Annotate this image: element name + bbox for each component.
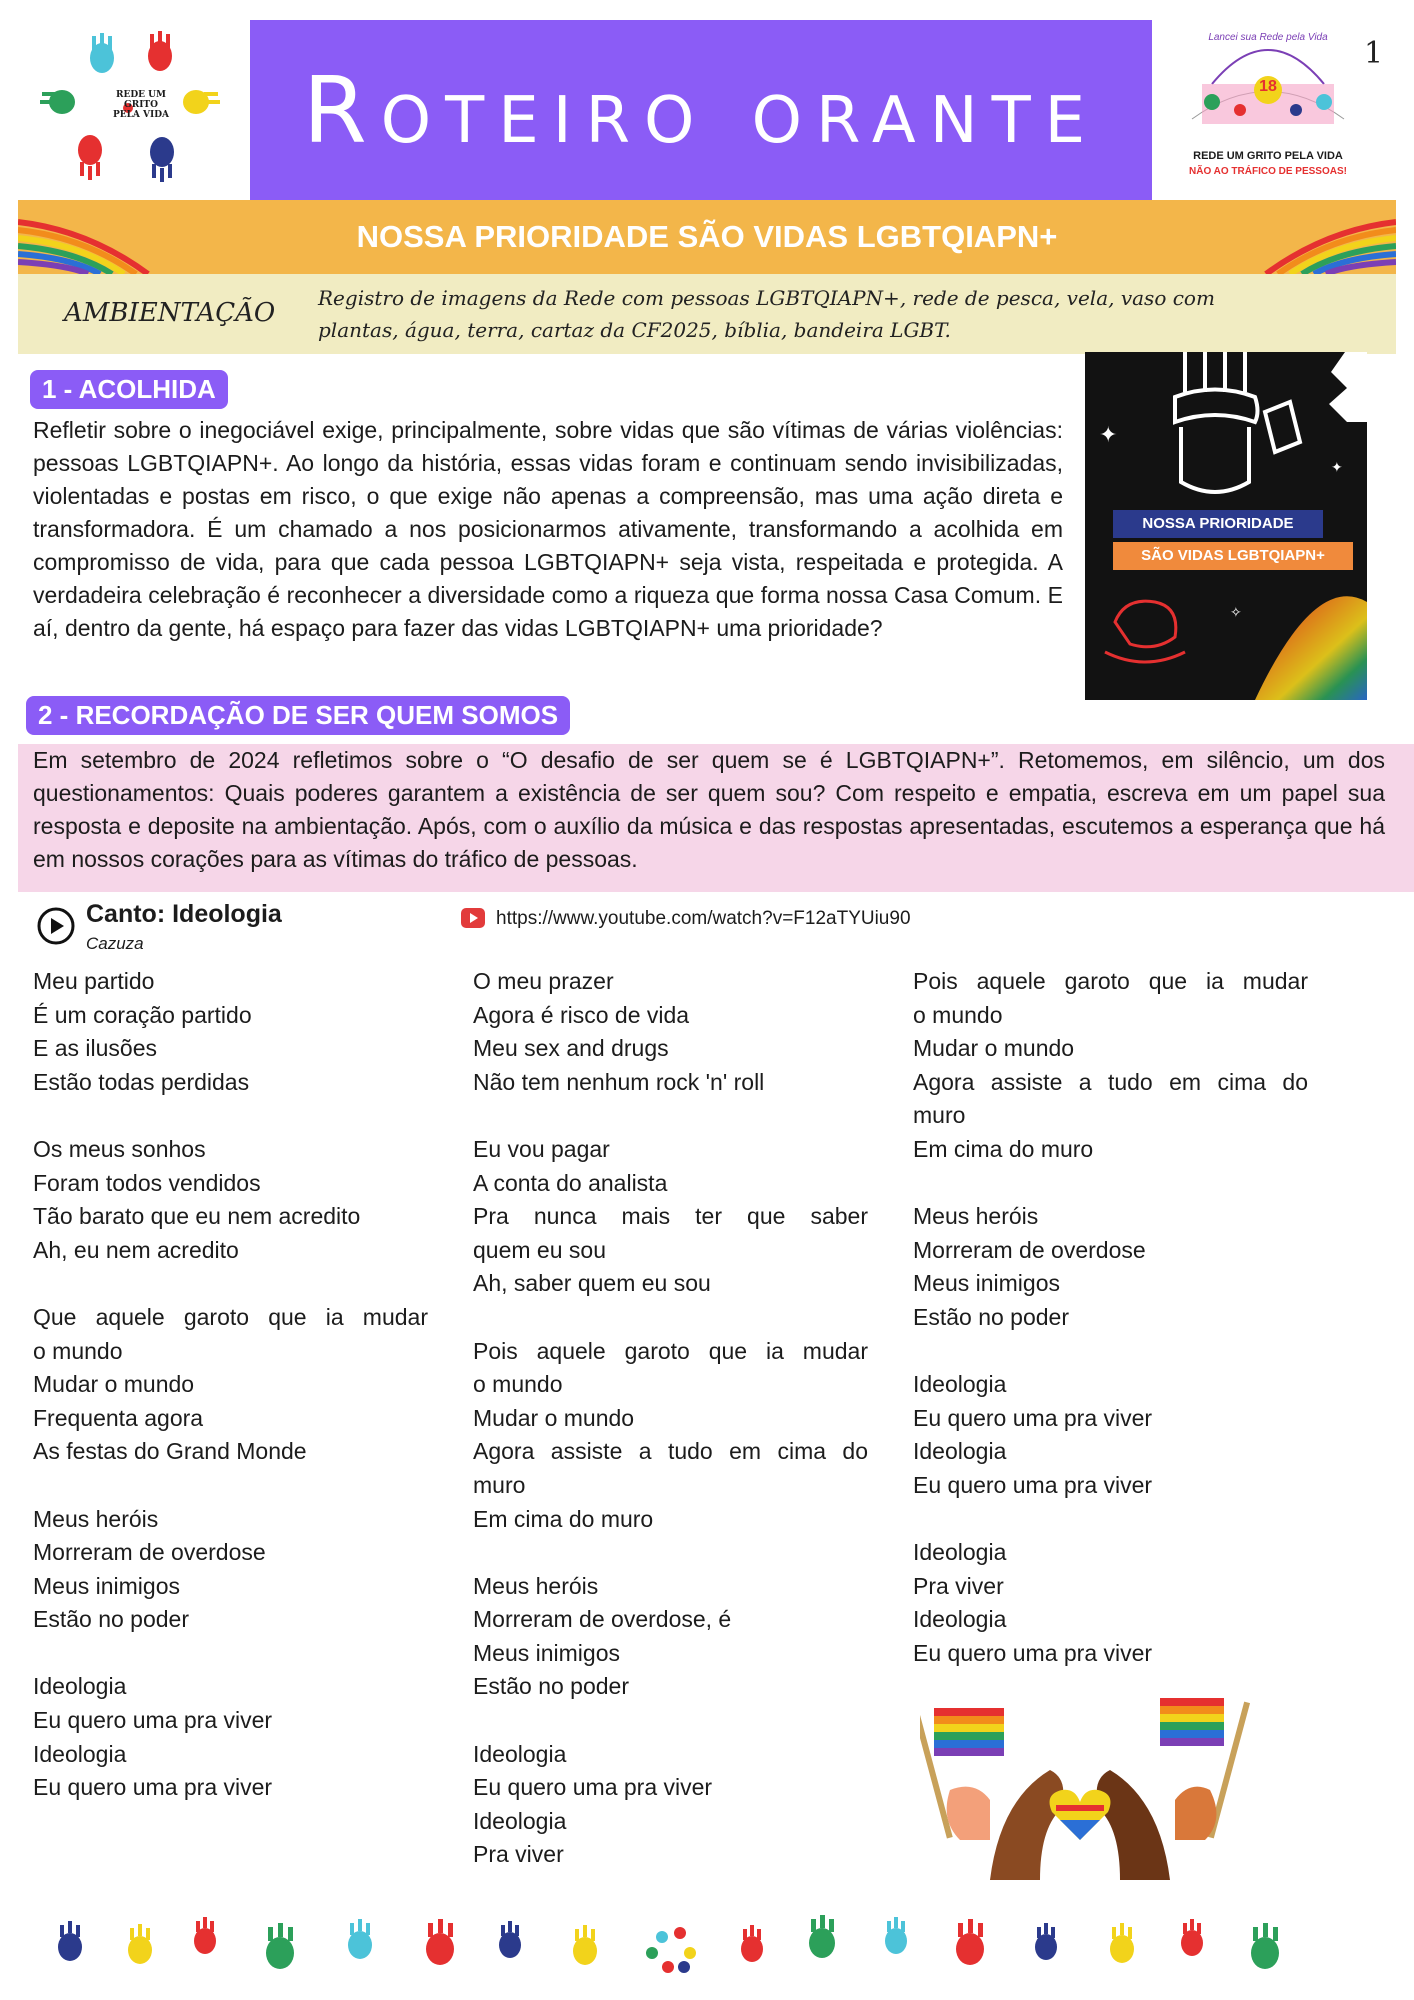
hand-print-icon	[809, 1915, 835, 1958]
heart-icon	[1050, 1790, 1111, 1840]
lyric-line: Meus heróis	[473, 1572, 599, 1599]
lyric-line: Agora assiste a tudo em cima do	[913, 1068, 1308, 1095]
lyric-line: o mundo	[913, 1001, 1003, 1028]
stanza-gap	[473, 1536, 868, 1570]
ambientacao-text: Registro de imagens da Rede com pessoas LGBTQIAPN+, rede de pesca, vela, vaso com plantas, água, terra, cartaz da CF2025, bíblia, bandeira LGBT.	[318, 286, 1215, 342]
lyric-line: Estão no poder	[913, 1303, 1070, 1330]
stanza-gap	[913, 1503, 1308, 1537]
stanza-gap	[913, 1167, 1308, 1201]
hand-print-icon	[40, 90, 75, 114]
hand-print-icon	[266, 1923, 294, 1969]
footer-hands-row	[40, 1905, 1380, 1985]
lyric-line: Os meus sonhos	[33, 1135, 206, 1162]
lyric-line: É um coração partido	[33, 1001, 252, 1028]
svg-text:✦: ✦	[1099, 422, 1118, 447]
song-artist: Cazuza	[86, 934, 144, 953]
right-logo-arc-text: Lancei sua Rede pela Vida	[1208, 32, 1328, 43]
hand-print-icon	[183, 90, 220, 114]
stanza-gap	[33, 1469, 428, 1503]
lyric-line: Eu quero uma pra viver	[913, 1404, 1153, 1431]
lyric-line: Estão no poder	[473, 1673, 630, 1700]
lyrics-column-3	[913, 965, 1308, 1670]
hand-print-icon	[885, 1917, 907, 1954]
feature-line2: SÃO VIDAS LGBTQIAPN+	[1113, 542, 1353, 570]
youtube-icon	[461, 908, 485, 928]
lyric-line: Eu quero uma pra viver	[473, 1774, 713, 1801]
hand-print-icon	[1181, 1919, 1203, 1956]
lyric-line: Meus heróis	[913, 1203, 1039, 1230]
recordacao-text: Em setembro de 2024 refletimos sobre o “O desafio de ser quem se é LGBTQIAPN+”. Retomemos, em silêncio, um dos questionamentos: Quais poderes garantem a existência de ser quem sou? Com respeito e empatia, escreva em um papel sua resposta e deposite na ambientação. Após, com o auxílio da música e das respostas apresentadas, escutemos a esperança que há em nossos corações para as vítimas do tráfico de pessoas.	[33, 747, 1385, 872]
tied-hands-icon	[1175, 352, 1300, 492]
lyric-line: Meus heróis	[33, 1505, 159, 1532]
right-logo-line2: NÃO AO TRÁFICO DE PESSOAS!	[1189, 166, 1347, 177]
lyric-line: Meu partido	[33, 968, 155, 994]
stanza-gap	[473, 1704, 868, 1738]
lyric-line: Eu quero uma pra viver	[913, 1471, 1153, 1498]
lyric-line: Pra viver	[473, 1841, 564, 1868]
lyric-line: Que aquele garoto que ia mudar	[33, 1303, 428, 1330]
ambientacao-label: AMBIENTAÇÃO	[64, 298, 276, 328]
lyric-line: Não tem nenhum rock 'n' roll	[473, 1068, 765, 1095]
lyric-line: Agora assiste a tudo em cima do	[473, 1438, 868, 1465]
lyric-line: A conta do analista	[473, 1169, 668, 1196]
lyric-line: As festas do Grand Monde	[33, 1438, 307, 1465]
lyric-line: Ah, saber quem eu sou	[473, 1270, 711, 1297]
hand-print-icon	[1110, 1923, 1134, 1963]
lyric-line: Ideologia	[913, 1539, 1007, 1566]
ambientacao-section	[18, 274, 1396, 354]
lyric-line: Ah, eu nem acredito	[33, 1236, 239, 1263]
right-logo	[1182, 24, 1354, 192]
stanza-gap	[33, 1267, 428, 1301]
play-icon[interactable]	[36, 906, 76, 951]
lyric-line: Meu sex and drugs	[473, 1035, 669, 1062]
hand-print-icon	[348, 1919, 372, 1959]
hand-print-icon	[1035, 1923, 1057, 1960]
lyric-line: Ideologia	[33, 1673, 127, 1700]
right-logo-number: 18	[1259, 78, 1277, 95]
page-number: 1	[1364, 36, 1384, 71]
stanza-gap	[33, 1637, 428, 1671]
lyric-line: Morreram de overdose	[913, 1236, 1146, 1263]
hand-print-icon	[426, 1919, 454, 1965]
lyric-line: Ideologia	[913, 1606, 1007, 1633]
raised-fist-icon	[1105, 601, 1185, 662]
hand-print-icon	[956, 1919, 984, 1965]
youtube-link[interactable]: https://www.youtube.com/watch?v=F12aTYUiu90	[496, 908, 911, 929]
lyric-line: Ideologia	[913, 1438, 1007, 1465]
lyric-line: quem eu sou	[473, 1236, 606, 1263]
lyric-line: muro	[913, 1102, 966, 1129]
lyric-line: Ideologia	[913, 1371, 1007, 1398]
lyric-line: Em cima do muro	[473, 1505, 654, 1532]
acolhida-heading: 1 - ACOLHIDA	[30, 370, 228, 409]
stanza-gap	[473, 1301, 868, 1335]
lyric-line: Mudar o mundo	[913, 1035, 1075, 1062]
lyric-line: Eu quero uma pra viver	[33, 1707, 273, 1734]
lyric-line: Eu vou pagar	[473, 1135, 610, 1162]
hand-print-icon	[90, 33, 114, 73]
hands-heart-illustration	[920, 1690, 1250, 1880]
hand-print-icon	[78, 135, 102, 180]
lyric-line: Ideologia	[473, 1740, 567, 1767]
lyric-line: Meus inimigos	[473, 1639, 620, 1666]
lyric-line: Eu quero uma pra viver	[913, 1639, 1153, 1666]
lyric-line: Foram todos vendidos	[33, 1169, 261, 1196]
stanza-gap	[913, 1335, 1308, 1369]
lyric-line: Pra viver	[913, 1572, 1004, 1599]
footer-logo	[646, 1927, 696, 1973]
banner-title: NOSSA PRIORIDADE SÃO VIDAS LGBTQIAPN+	[356, 219, 1058, 254]
svg-text:✧: ✧	[1230, 604, 1242, 620]
hand-print-icon	[58, 1921, 82, 1961]
lyric-line: Ideologia	[33, 1740, 127, 1767]
lyric-line: Estão todas perdidas	[33, 1068, 250, 1095]
lyric-line: Ideologia	[473, 1807, 567, 1834]
left-logo	[40, 30, 220, 190]
right-logo-line1: REDE UM GRITO PELA VIDA	[1193, 150, 1343, 162]
hand-print-icon	[499, 1921, 521, 1958]
hand-print-icon	[741, 1925, 763, 1962]
lyric-line: o mundo	[473, 1371, 563, 1398]
hand-print-icon	[150, 137, 174, 182]
lyric-line: Pois aquele garoto que ia mudar	[473, 1337, 868, 1364]
recordacao-heading: 2 - RECORDAÇÃO DE SER QUEM SOMOS	[26, 696, 570, 735]
theme-banner	[18, 200, 1396, 274]
lyrics-column-1	[33, 965, 428, 1805]
feature-line1: NOSSA PRIORIDADE	[1113, 510, 1323, 538]
hand-print-icon	[573, 1925, 597, 1965]
lyric-line: O meu prazer	[473, 968, 614, 994]
lyric-line: Agora é risco de vida	[473, 1001, 690, 1028]
stanza-gap	[33, 1099, 428, 1133]
lyric-line: Pois aquele garoto que ia mudar	[913, 968, 1308, 994]
lyric-line: Morreram de overdose, é	[473, 1606, 732, 1633]
hand-print-icon	[128, 1924, 152, 1964]
lyric-line: muro	[473, 1471, 526, 1498]
lyrics-column-2	[473, 965, 868, 1872]
feature-image	[1085, 352, 1367, 700]
song-title: Canto: Ideologia	[86, 900, 282, 928]
lyric-line: Estão no poder	[33, 1606, 190, 1633]
hand-print-icon	[194, 1917, 216, 1954]
lyric-line: Mudar o mundo	[473, 1404, 635, 1431]
lyric-line: Tão barato que eu nem acredito	[33, 1203, 361, 1230]
hand-print-icon	[148, 31, 172, 71]
lyric-line: Em cima do muro	[913, 1135, 1094, 1162]
lyric-line: Pra nunca mais ter que saber	[473, 1203, 868, 1230]
lyric-line: Meus inimigos	[33, 1572, 180, 1599]
lyric-line: Mudar o mundo	[33, 1371, 195, 1398]
hand-print-icon	[1251, 1923, 1279, 1969]
lyric-line: o mundo	[33, 1337, 123, 1364]
acolhida-text: Refletir sobre o inegociável exige, principalmente, sobre vidas que são vítimas de várias violências: pessoas LGBTQIAPN+. Ao longo da história, essas vidas foram e continuam sendo invisibilizadas, violentadas e postas em risco, o que exige não apenas a compreensão, mas uma ação direta e transformadora. É um chamado a nos posicionarmos ativamente, transformando a acolhida em compromisso de vida, para que cada pessoa LGBTQIAPN+ seja vista, respeitada e protegida. A verdadeira celebração é reconhecer a diversidade como a riqueza que forma nossa Casa Comum. E aí, dentro da gente, há espaço para fazer das vidas LGBTQIAPN+ uma prioridade?	[33, 417, 1063, 641]
left-logo-text: REDE UM GRITO PELA VIDA	[112, 90, 170, 120]
lyric-line: Frequenta agora	[33, 1404, 204, 1431]
svg-text:✦: ✦	[1331, 459, 1343, 475]
stanza-gap	[473, 1099, 868, 1133]
lyric-line: Morreram de overdose	[33, 1539, 266, 1566]
lyric-line: E as ilusões	[33, 1035, 158, 1062]
lyric-line: Eu quero uma pra viver	[33, 1774, 273, 1801]
page-title: Roteiro orante	[250, 20, 1152, 200]
lyric-line: Meus inimigos	[913, 1270, 1060, 1297]
